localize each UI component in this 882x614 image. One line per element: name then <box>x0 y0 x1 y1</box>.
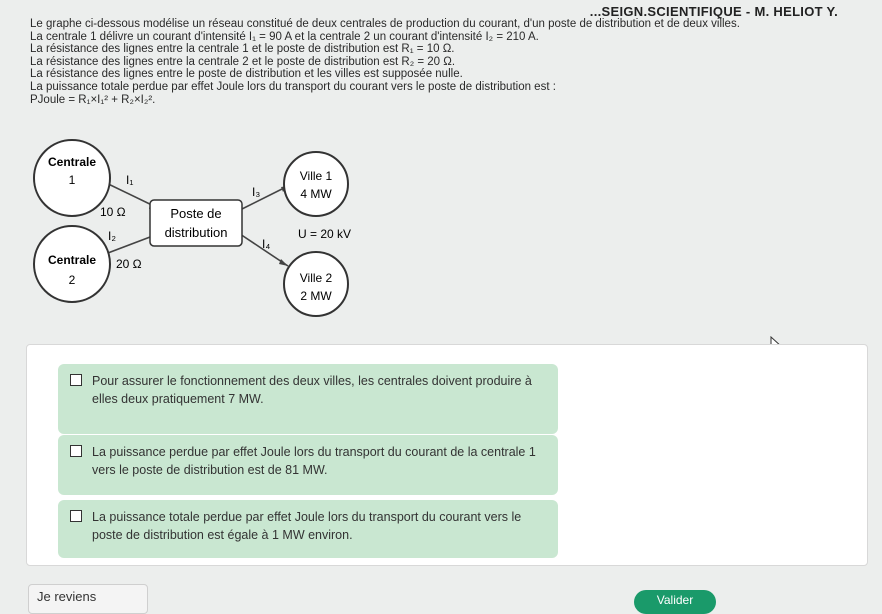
checkbox-icon[interactable] <box>70 510 82 522</box>
checkbox-icon[interactable] <box>70 445 82 457</box>
problem-line: Le graphe ci-dessous modélise un réseau constitué de deux centrales de production du courant, d'un poste de distribution et de deux villes. <box>30 18 740 30</box>
node-centrale-1-number: 1 <box>68 173 76 187</box>
checkbox-icon[interactable] <box>70 374 82 386</box>
node-centrale-2-label: Centrale <box>47 253 97 267</box>
problem-statement <box>30 18 860 106</box>
problem-line: La centrale 1 délivre un courant d'intensité I₁ = 90 A et la centrale 2 un courant d'intensité I₂ = 210 A. <box>30 30 539 43</box>
answer-option-3[interactable] <box>58 500 558 558</box>
node-ville-2-power: 2 MW <box>300 289 332 303</box>
label-i1: I₁ <box>126 173 134 187</box>
later-button[interactable]: Je reviens <box>28 584 148 614</box>
page-header: ...SEIGN.SCIENTIFIQUE - M. HELIOT Y. <box>589 4 838 19</box>
problem-line: La résistance des lignes entre le poste de distribution et les villes est supposée nulle. <box>30 68 463 81</box>
edge-poste-v1 <box>240 186 288 210</box>
answer-option-text: La puissance totale perdue par effet Joule lors du transport du courant vers le poste de distribution est égale à 1 MW environ. <box>92 510 522 542</box>
validate-button[interactable]: Valider <box>634 590 716 614</box>
label-u: U = 20 kV <box>298 227 352 241</box>
label-r1: 10 Ω <box>100 205 126 219</box>
node-ville-1 <box>284 152 348 216</box>
answer-option-text: La puissance perdue par effet Joule lors du transport du courant de la centrale 1 vers le poste de distribution est de 81 MW. <box>92 445 536 477</box>
node-poste-label-2: distribution <box>164 225 228 240</box>
node-centrale-2-number: 2 <box>68 273 76 287</box>
formula-line: PJoule = R₁×I₁² + R₂×I₂². <box>30 93 156 106</box>
label-i2: I₂ <box>108 229 116 243</box>
answer-option-1[interactable] <box>58 364 558 434</box>
label-i4: I₄ <box>262 237 271 251</box>
label-i3: I₃ <box>252 185 261 199</box>
node-ville-1-label: Ville 1 <box>299 169 333 183</box>
node-poste-label-1: Poste de <box>170 206 222 221</box>
answer-option-2[interactable] <box>58 435 558 495</box>
problem-line: La résistance des lignes entre la centrale 1 et le poste de distribution est R₁ = 10 Ω. <box>30 43 455 56</box>
node-ville-2-label: Ville 2 <box>299 271 333 285</box>
node-centrale-1-label: Centrale <box>47 155 97 169</box>
answer-option-text: Pour assurer le fonctionnement des deux villes, les centrales doivent produire à elles deux pratiquement 7 MW. <box>92 374 532 406</box>
problem-line: La résistance des lignes entre la centrale 2 et le poste de distribution est R₂ = 20 Ω. <box>30 55 456 68</box>
problem-line: La puissance totale perdue par effet Joule lors du transport du courant vers le poste de distribution est : <box>30 80 556 93</box>
network-diagram <box>0 138 400 328</box>
label-r2: 20 Ω <box>116 257 142 271</box>
node-ville-1-power: 4 MW <box>300 187 332 201</box>
